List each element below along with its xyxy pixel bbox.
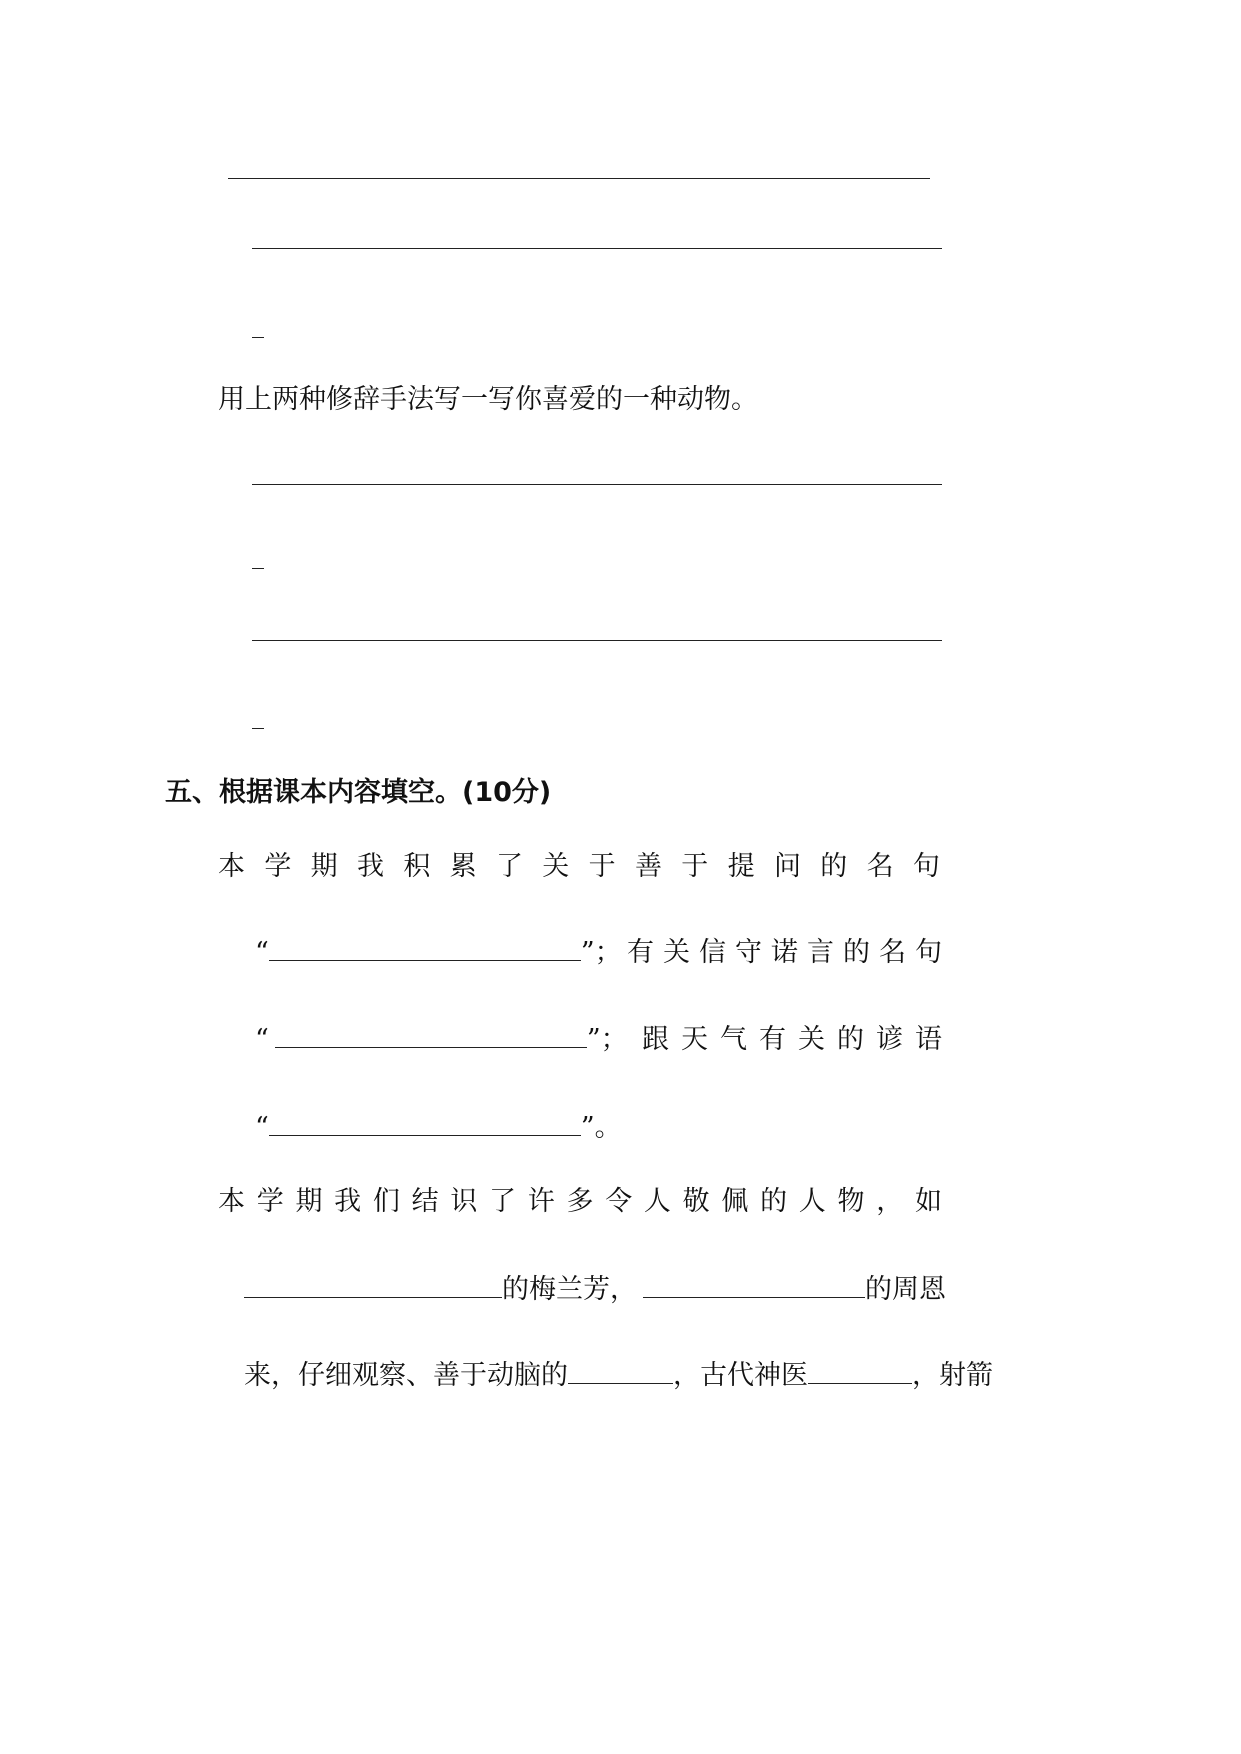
fill-text: 有关信守诺言的名句 <box>627 937 951 968</box>
fill-text: 的梅兰芳， <box>502 1274 637 1305</box>
fill-row-6 <box>244 1273 946 1307</box>
fill-text: 来，仔细观察、善于动脑的 <box>244 1360 568 1391</box>
fill-text: ，古代神医 <box>673 1360 808 1391</box>
char: 们 <box>372 1186 400 1217</box>
fill-row-2 <box>255 936 951 970</box>
char: 我 <box>356 851 386 882</box>
fill-text-line <box>218 850 942 884</box>
char: 物 <box>837 1186 865 1217</box>
question-prompt: 用上两种修辞手法写一写你喜爱的一种动物。 <box>218 384 758 415</box>
section-heading: 五、根据课本内容填空。(10分) <box>165 777 552 808</box>
char: 结 <box>411 1186 439 1217</box>
char: 了 <box>495 851 525 882</box>
char: 我 <box>334 1186 362 1217</box>
line-end-dash <box>252 337 264 338</box>
char: 提 <box>727 851 757 882</box>
char: 积 <box>403 851 433 882</box>
answer-line[interactable] <box>228 178 930 179</box>
char: 关 <box>542 851 572 882</box>
char: 许 <box>527 1186 555 1217</box>
blank-observer[interactable] <box>568 1359 673 1384</box>
answer-line[interactable] <box>252 484 942 485</box>
fill-text: ，射箭 <box>912 1360 993 1391</box>
char: 如 <box>914 1186 942 1217</box>
char: 累 <box>449 851 479 882</box>
char: 识 <box>450 1186 478 1217</box>
blank-weather-proverb[interactable] <box>269 1111 581 1136</box>
char: 学 <box>264 851 294 882</box>
char: 期 <box>310 851 340 882</box>
char: 佩 <box>721 1186 749 1217</box>
line-end-dash <box>252 568 264 569</box>
blank-promise-quote[interactable] <box>275 1023 587 1048</box>
line-end-dash <box>252 728 264 729</box>
char: ， <box>876 1186 904 1217</box>
char: 令 <box>605 1186 633 1217</box>
char: 于 <box>588 851 618 882</box>
fill-row-4 <box>255 1111 622 1145</box>
char: 期 <box>295 1186 323 1217</box>
char: 多 <box>566 1186 594 1217</box>
char: 问 <box>773 851 803 882</box>
char: 学 <box>256 1186 284 1217</box>
fill-text: 的周恩 <box>865 1274 946 1305</box>
char: 句 <box>912 851 942 882</box>
open-quote: “ <box>255 1112 269 1143</box>
char: 了 <box>489 1186 517 1217</box>
fill-text-line <box>218 1185 942 1219</box>
close-quote: ”。 <box>580 1112 622 1143</box>
char: 善 <box>634 851 664 882</box>
answer-line[interactable] <box>252 640 942 641</box>
blank-zhou-enlai[interactable] <box>643 1273 865 1298</box>
char: 本 <box>218 851 247 882</box>
blank-ancient-doctor[interactable] <box>808 1359 912 1384</box>
close-quote: ”； <box>586 1024 628 1055</box>
char: 人 <box>643 1186 671 1217</box>
char: 敬 <box>682 1186 710 1217</box>
close-quote: ”； <box>580 937 622 968</box>
open-quote: “ <box>255 937 269 968</box>
open-quote: “ <box>255 1024 269 1055</box>
answer-line[interactable] <box>252 248 942 249</box>
fill-row-3 <box>255 1023 954 1057</box>
char: 的 <box>760 1186 788 1217</box>
char: 名 <box>866 851 896 882</box>
char: 本 <box>218 1186 245 1217</box>
fill-row-7 <box>244 1359 993 1393</box>
fill-text: 跟天气有关的谚语 <box>642 1024 954 1055</box>
char: 的 <box>820 851 850 882</box>
blank-question-quote[interactable] <box>269 936 581 961</box>
char: 于 <box>681 851 711 882</box>
blank-mei-lanfang[interactable] <box>244 1273 502 1298</box>
char: 人 <box>798 1186 826 1217</box>
